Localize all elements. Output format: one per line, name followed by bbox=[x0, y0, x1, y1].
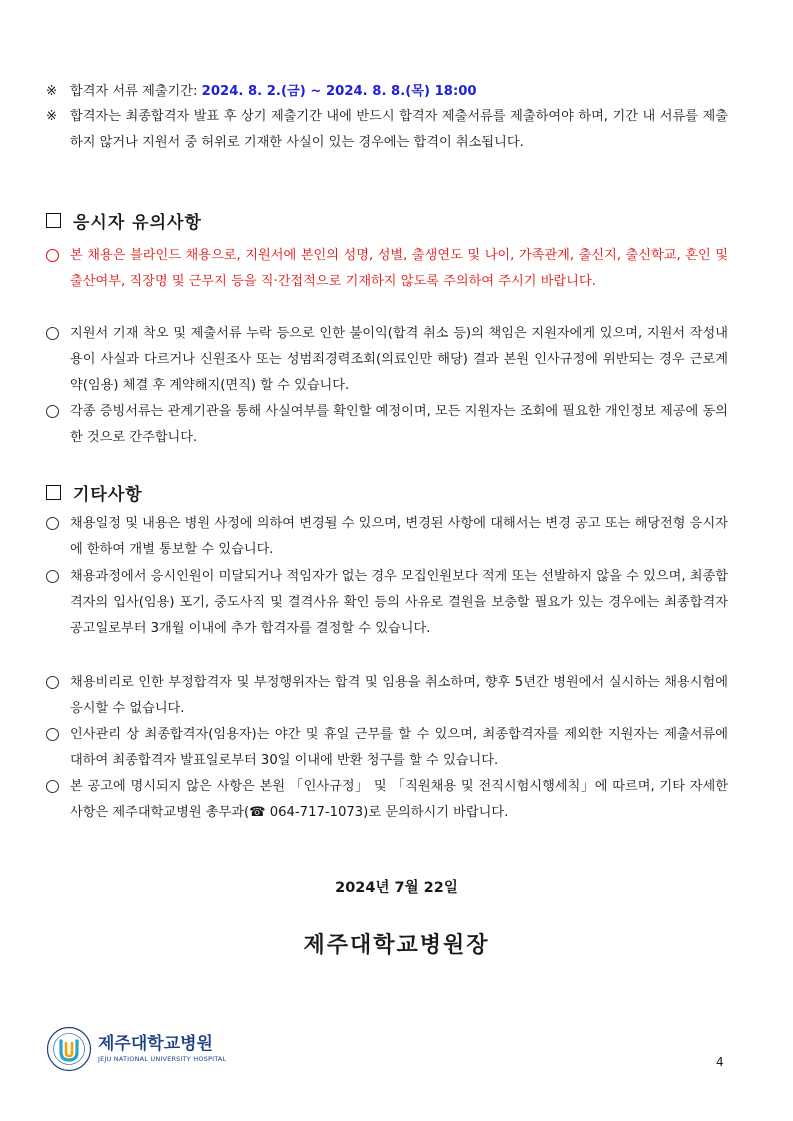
circle-bullet-icon bbox=[46, 249, 59, 262]
item-text: 각종 증빙서류는 관계기관을 통해 사실여부를 확인할 예정이며, 모든 지원자는 조회에 필요한 개인정보 제공에 동의한 것으로 간주합니다. bbox=[70, 404, 728, 445]
circle-bullet-icon bbox=[46, 570, 59, 583]
logo-korean-name: 제주대학교병원 bbox=[98, 1034, 213, 1054]
signer-title: 제주대학교병원장 bbox=[303, 933, 490, 958]
item-text: 채용일정 및 내용은 병원 사정에 의하여 변경될 수 있으며, 변경된 사항에 대해서는 변경 공고 또는 해당전형 응시자에 한하여 개별 통보할 수 있습니다. bbox=[70, 516, 728, 557]
logo-english-name: JEJU NATIONAL UNIVERSITY HOSPITAL bbox=[98, 1055, 227, 1063]
other-item-contact bbox=[46, 774, 728, 826]
note-mark: ※ bbox=[46, 84, 58, 99]
submission-period-highlight: 2024. 8. 2.(금) ~ 2024. 8. 8.(목) 18:00 bbox=[201, 84, 477, 99]
circle-bullet-icon bbox=[46, 676, 59, 689]
circle-bullet-icon bbox=[46, 405, 59, 418]
submission-period-note bbox=[46, 79, 728, 105]
item-text: 본 공고에 명시되지 않은 사항은 본원 「인사규정」 및 「직원채용 및 전직시험시행세칙」에 따르며, 기타 자세한 사항은 제주대학교병원 총무과(☎ 064-717-1073)로 문의하시기 바랍니다. bbox=[70, 779, 728, 820]
hospital-logo bbox=[46, 1026, 226, 1072]
checkbox-square-icon bbox=[46, 213, 61, 228]
item-text: 인사관리 상 최종합격자(임용자)는 야간 및 휴일 근무를 할 수 있으며, 최종합격자를 제외한 지원자는 제출서류에 대하여 최종합격자 발표일로부터 30일 이내에 반환 청구를 할 수 있습니다. bbox=[70, 727, 728, 768]
section-title: 기타사항 bbox=[73, 484, 143, 505]
other-item-schedule bbox=[46, 511, 728, 563]
cancellation-note bbox=[46, 104, 728, 155]
section-heading-precautions bbox=[46, 208, 202, 232]
hospital-emblem-icon bbox=[46, 1026, 92, 1072]
item-text: 본 채용은 블라인드 채용으로, 지원서에 본인의 성명, 성별, 출생연도 및 나이, 가족관계, 출신지, 출신학교, 혼인 및 출산여부, 직장명 및 근무지 등을 직·간접적으로 기재하지 않도록 주의하여 주시기 바랍니다. bbox=[70, 248, 728, 289]
precaution-item-liability bbox=[46, 321, 728, 399]
precaution-item-verification bbox=[46, 399, 728, 451]
item-text: 지원서 기재 착오 및 제출서류 누락 등으로 인한 불이익(합격 취소 등)의 책임은 지원자에게 있으며, 지원서 작성내용이 사실과 다르거나 신원조사 또는 성범죄경력조회(의료인만 해당) 결과 본원 인사규정에 위반되는 경우 근로계약(임용) 체결 후 계약해지(면직) 할 수 있습니다. bbox=[70, 326, 728, 393]
page-number: 4 bbox=[716, 1055, 724, 1069]
other-item-fraud bbox=[46, 670, 728, 722]
other-item-personnel bbox=[46, 722, 728, 774]
note-text: 합격자 서류 제출기간: bbox=[70, 84, 202, 99]
section-heading-other bbox=[46, 480, 143, 504]
precaution-item-blind bbox=[46, 243, 728, 295]
checkbox-square-icon bbox=[46, 485, 61, 500]
circle-bullet-icon bbox=[46, 517, 59, 530]
item-text: 채용과정에서 응시인원이 미달되거나 적임자가 없는 경우 모집인원보다 적게 또는 선발하지 않을 수 있으며, 최종합격자의 입사(임용) 포기, 중도사직 및 결격사유 확인 등의 사유로 결원을 보충할 필요가 있는 경우에는 최종합격자 공고일로부터 3개월 이내에 추가 합격자를 결정할 수 있습니다. bbox=[70, 569, 728, 636]
announcement-date: 2024년 7월 22일 bbox=[335, 880, 458, 896]
other-item-recruitment bbox=[46, 564, 728, 642]
note-text: 합격자는 최종합격자 발표 후 상기 제출기간 내에 반드시 합격자 제출서류를 제출하여야 하며, 기간 내 서류를 제출하지 않거나 지원서 중 허위로 기재한 사실이 있는 경우에는 합격이 취소됩니다. bbox=[70, 109, 728, 150]
item-text: 채용비리로 인한 부정합격자 및 부정행위자는 합격 및 임용을 취소하며, 향후 5년간 병원에서 실시하는 채용시험에 응시할 수 없습니다. bbox=[70, 675, 728, 716]
circle-bullet-icon bbox=[46, 728, 59, 741]
note-mark: ※ bbox=[46, 109, 58, 124]
circle-bullet-icon bbox=[46, 327, 59, 340]
circle-bullet-icon bbox=[46, 780, 59, 793]
section-title: 응시자 유의사항 bbox=[73, 212, 202, 233]
